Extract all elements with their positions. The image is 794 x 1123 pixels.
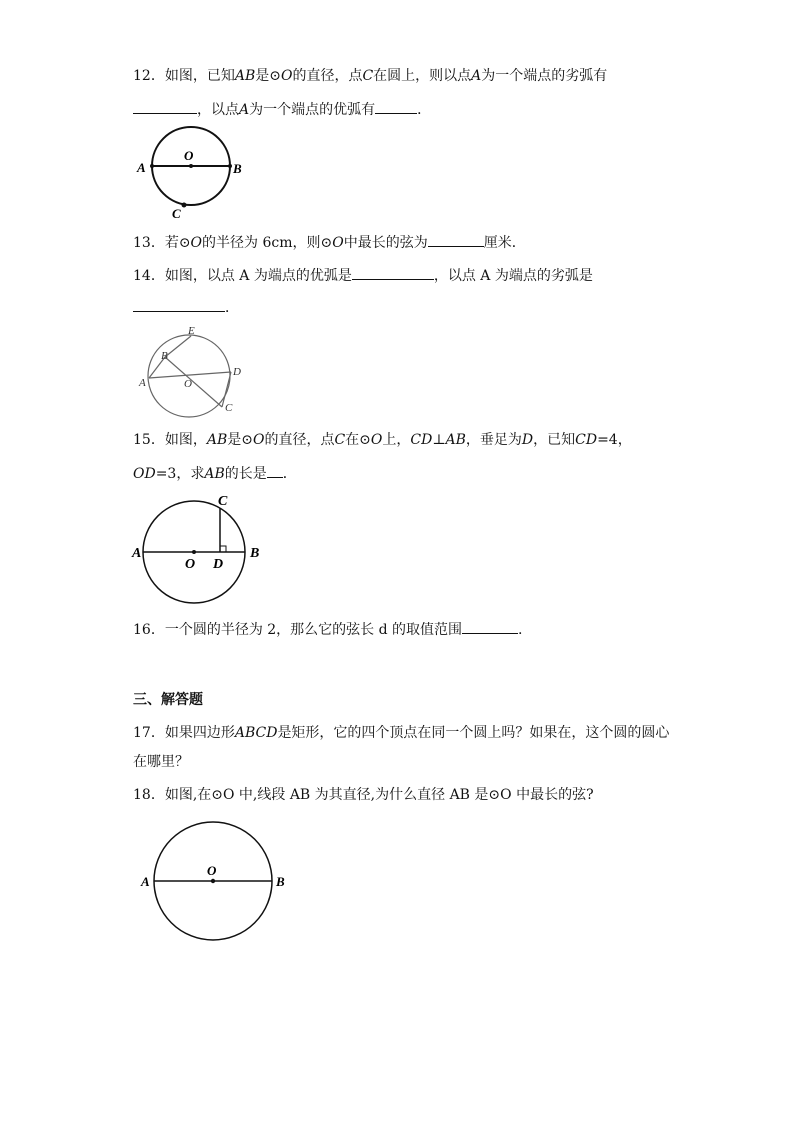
q15-label-c: C [218, 494, 228, 509]
q16-blank[interactable] [462, 619, 518, 634]
q14-blank-1[interactable] [352, 265, 434, 280]
q14-line2 [133, 297, 239, 318]
q15-o2: O [370, 432, 383, 448]
q15-circle-figure [128, 488, 268, 610]
section-heading: 三、解答题 [133, 692, 203, 708]
q13-o2: O [332, 235, 344, 251]
q12-a2: A [239, 102, 250, 118]
q12-o: O [280, 68, 293, 84]
q12-c: C [362, 68, 374, 84]
q14-blank-2[interactable] [133, 297, 225, 312]
q15-ab2: AB [204, 466, 225, 482]
q15-label-b: B [250, 546, 260, 561]
q15-cd: CD [575, 432, 598, 448]
q15-text: =4， [597, 432, 632, 448]
q15-label-a: A [132, 546, 142, 561]
q15-line2 [133, 463, 297, 484]
q16-text: 16．一个圆的半径为 2，那么它的弦长 d 的取值范围 [133, 622, 463, 638]
q14-label-d: D [233, 366, 241, 378]
q12-text: 的直径，点 [292, 68, 363, 84]
q14-circle-figure [135, 322, 250, 422]
q17-abcd: ABCD [234, 725, 278, 741]
q12-text: 是⊙ [255, 68, 281, 84]
q15-text: ． [282, 466, 297, 482]
q17-text: 是矩形，它的四个顶点在同一个圆上吗？如果在，这个圆的圆心 [277, 725, 670, 741]
q12-label-a: A [137, 160, 146, 175]
q15-text: 的长是 [224, 466, 267, 482]
q14-label-a: A [139, 377, 146, 389]
q12-blank-2[interactable] [375, 99, 417, 114]
q14-label-c: C [225, 402, 233, 414]
q12-text: ，以点 [197, 102, 239, 118]
q12-label-o: O [184, 148, 194, 163]
q12-text: 在圆上，则以点 [373, 68, 472, 84]
q16-line [133, 619, 523, 640]
q15-text: 上， [382, 432, 411, 448]
q15-text: 在⊙ [345, 432, 371, 448]
q13-line [133, 232, 526, 253]
q12-line2 [133, 99, 431, 120]
q17-text: 17．如果四边形 [133, 725, 235, 741]
q18-label-a: A [141, 874, 150, 889]
q12-text: 为一个端点的劣弧有 [481, 68, 608, 84]
q17-line2: 在哪里？ [133, 754, 189, 770]
q15-text: 的直径，点 [264, 432, 335, 448]
q16-text: . [518, 622, 523, 638]
q12-text: 为一个端点的优弧有 [249, 102, 376, 118]
q18-label-o: O [207, 863, 217, 878]
q12-a: A [471, 68, 482, 84]
q12-line1 [133, 66, 607, 86]
q12-text: ． [417, 102, 432, 118]
q18-line: 18．如图,在⊙O 中,线段 AB 为其直径,为什么直径 AB 是⊙O 中最长的弦? [133, 787, 594, 803]
q12-label-c: C [172, 206, 181, 221]
q14-label-e: E [188, 325, 195, 337]
q15-cd-ab: CD⊥AB [410, 432, 466, 448]
q15-line1 [133, 430, 632, 450]
q13-o1: O [190, 235, 203, 251]
q15-text: 15．如图， [133, 432, 207, 448]
q14-text: 14．如图，以点 A 为端点的优弧是 [133, 268, 352, 284]
q14-label-o: O [184, 378, 192, 390]
q15-d: D [521, 432, 534, 448]
q15-blank[interactable] [267, 463, 283, 478]
q18-label-b: B [276, 874, 285, 889]
q13-blank[interactable] [428, 232, 484, 247]
q12-text: 12．如图，已知 [133, 68, 235, 84]
q15-od: OD [133, 466, 156, 482]
q13-text: 厘米． [483, 235, 526, 251]
q17-line1 [133, 723, 669, 743]
q13-text: 中最长的弦为 [343, 235, 428, 251]
q14-line1 [133, 265, 593, 286]
q15-text: =3，求 [155, 466, 205, 482]
q13-text: 的半径为 6cm，则⊙ [202, 235, 333, 251]
q15-label-d: D [213, 557, 224, 572]
q15-ab: AB [206, 432, 228, 448]
q13-text: 13．若⊙ [133, 235, 191, 251]
q14-label-b: B [161, 350, 168, 362]
q15-text: ，垂足为 [465, 432, 522, 448]
q15-text: 是⊙ [227, 432, 253, 448]
q14-text: ，以点 A 为端点的劣弧是 [433, 268, 593, 284]
q12-blank-1[interactable] [133, 99, 197, 114]
q15-c: C [334, 432, 346, 448]
q15-label-o: O [185, 557, 196, 572]
q15-text: ，已知 [533, 432, 576, 448]
q12-circle-figure [130, 120, 260, 230]
q12-label-b: B [233, 161, 242, 176]
q12-ab: AB [234, 68, 256, 84]
q15-o: O [252, 432, 265, 448]
q18-circle-figure [138, 818, 298, 948]
q14-text: ． [225, 300, 239, 316]
